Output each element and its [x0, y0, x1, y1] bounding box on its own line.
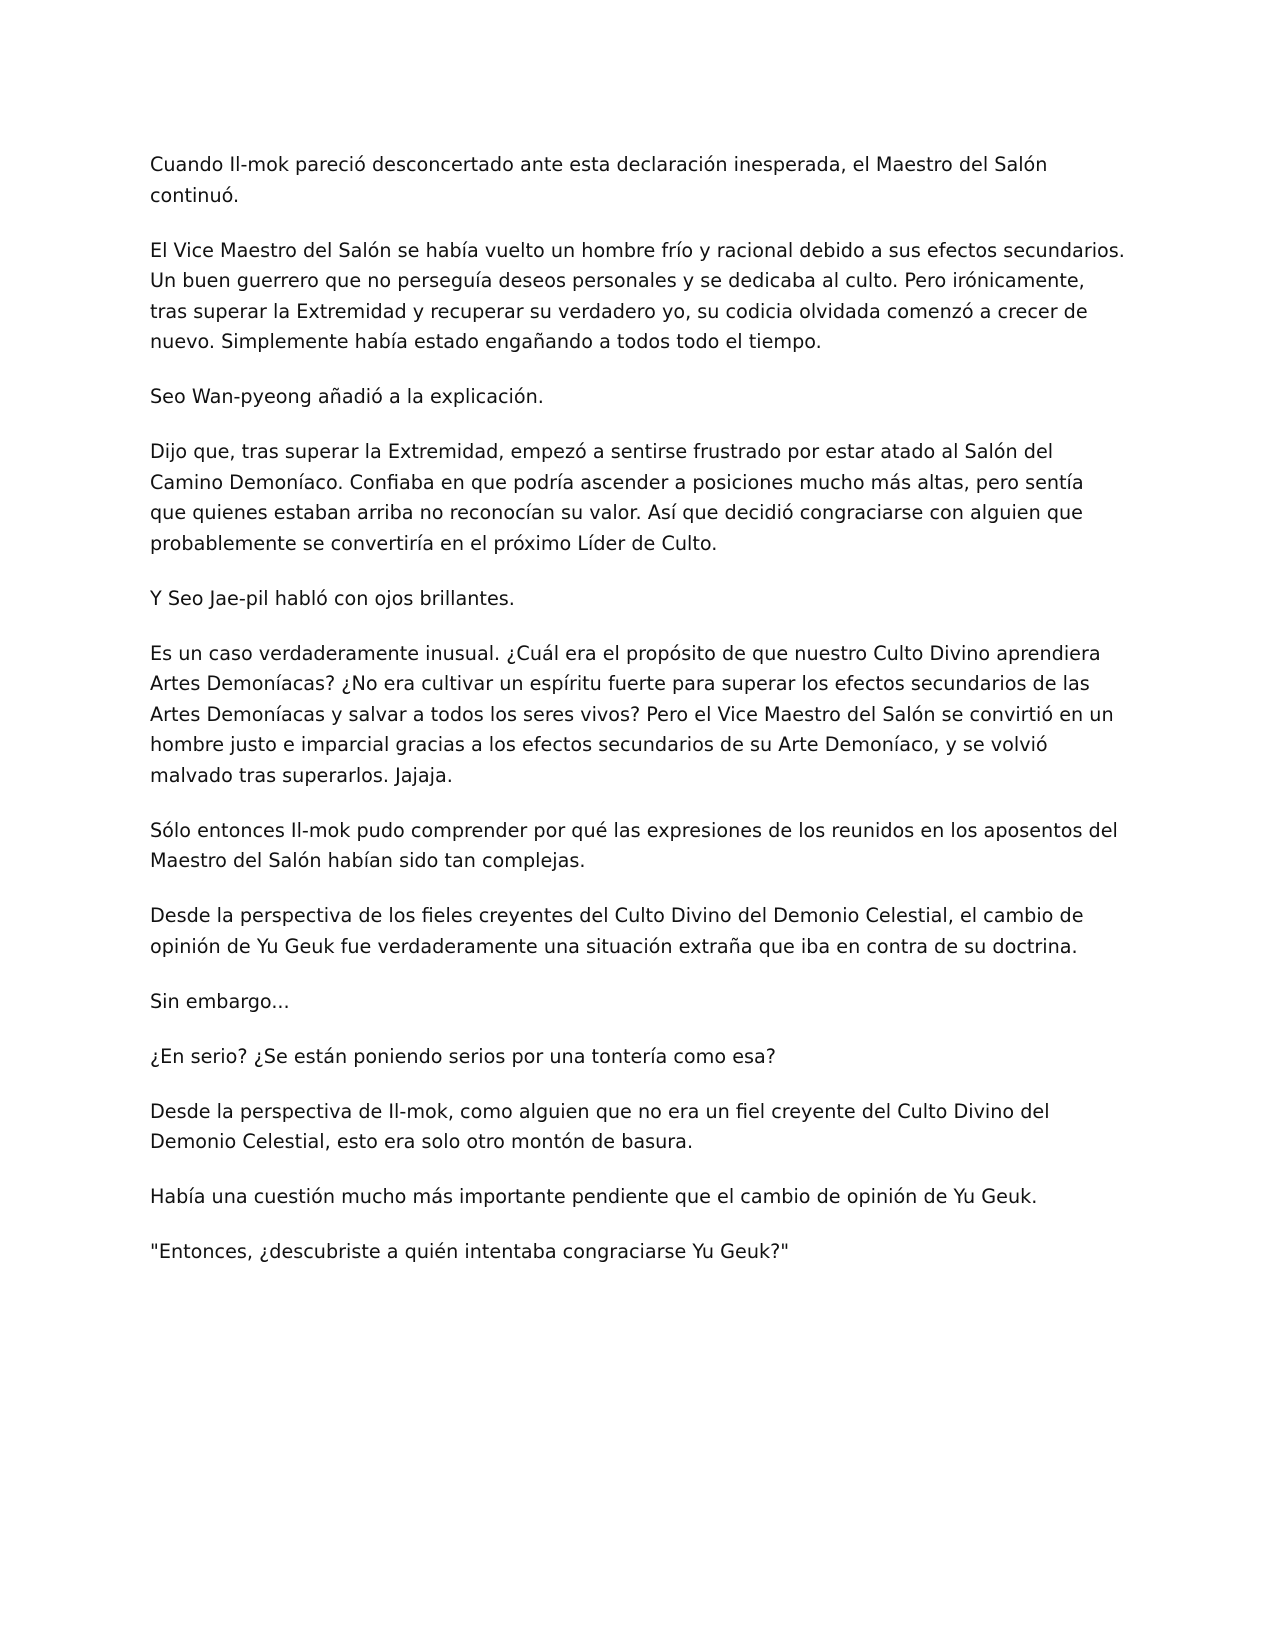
paragraph: Cuando Il-mok pareció desconcertado ante esta declaración inesperada, el Maestro del Salón continuó.: [150, 153, 1048, 207]
document-body: [150, 150, 1125, 1292]
paragraph: ¿En serio? ¿Se están poniendo serios por una tontería como esa?: [150, 1044, 776, 1068]
paragraph: El Vice Maestro del Salón se había vuelto un hombre frío y racional debido a sus efectos secundarios. Un buen guerrero que no perseguía deseos personales y se dedicaba al culto. Pero irónicamente, tras superar la Extremidad y recuperar su verdadero yo, su codicia olvidada comenzó a crecer de nuevo. Simplemente había estado engañando a todos todo el tiempo.: [150, 238, 1125, 353]
paragraph: Desde la perspectiva de los fieles creyentes del Culto Divino del Demonio Celestial, el cambio de opinión de Yu Geuk fue verdaderamente una situación extraña que iba en contra de su doctrina.: [150, 904, 1084, 958]
paragraph: "Entonces, ¿descubriste a quién intentaba congraciarse Yu Geuk?": [150, 1240, 790, 1263]
paragraph: Es un caso verdaderamente inusual. ¿Cuál era el propósito de que nuestro Culto Divino aprendiera Artes Demoníacas? ¿No era cultivar un espíritu fuerte para superar los efectos secundarios de las Artes Demoníacas y salvar a todos los seres vivos? Pero el Vice Maestro del Salón se convirtió en un hombre justo e imparcial gracias a los efectos secundarios de su Arte Demoníaco, y se volvió malvado tras superarlos. Jajaja.: [150, 641, 1114, 787]
paragraph: Sin embargo...: [150, 989, 290, 1013]
paragraph: Sólo entonces Il-mok pudo comprender por qué las expresiones de los reunidos en los aposentos del Maestro del Salón habían sido tan complejas.: [150, 818, 1118, 872]
paragraph: Y Seo Jae-pil habló con ojos brillantes.: [150, 586, 515, 610]
paragraph: Dijo que, tras superar la Extremidad, empezó a sentirse frustrado por estar atado al Salón del Camino Demoníaco. Confiaba en que podría ascender a posiciones mucho más altas, pero sentía que quienes estaban arriba no reconocían su valor. Así que decidió congraciarse con alguien que probablemente se convertiría en el próximo Líder de Culto.: [150, 440, 1084, 555]
paragraph: Había una cuestión mucho más importante pendiente que el cambio de opinión de Yu Geuk.: [150, 1185, 1038, 1208]
paragraph: Desde la perspectiva de Il-mok, como alguien que no era un fiel creyente del Culto Divino del Demonio Celestial, esto era solo otro montón de basura.: [150, 1099, 1050, 1153]
paragraph: Seo Wan-pyeong añadió a la explicación.: [150, 385, 544, 408]
